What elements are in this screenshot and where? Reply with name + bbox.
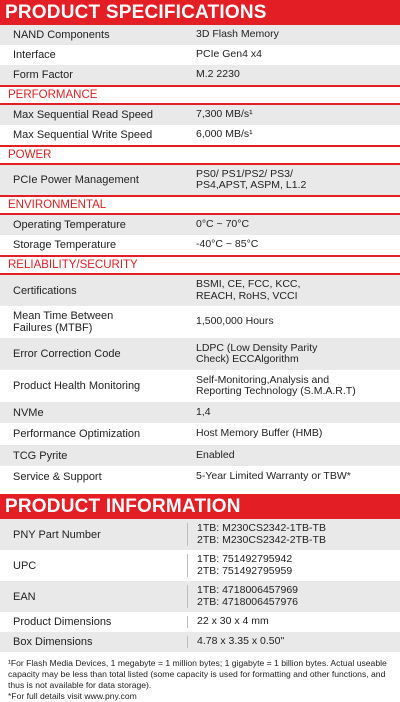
spec-label: Interface bbox=[13, 49, 56, 61]
spec-row bbox=[0, 370, 400, 402]
spec-value: PS0/ PS1/PS2/ PS3/ PS4,APST, ASPM, L1.2 bbox=[196, 167, 307, 191]
footnotes bbox=[0, 652, 400, 702]
spec-label: TCG Pyrite bbox=[13, 449, 68, 462]
spec-row bbox=[0, 402, 400, 423]
spec-value: 5-Year Limited Warranty or TBW* bbox=[196, 469, 351, 482]
spec-row bbox=[0, 445, 400, 466]
spec-label: Storage Temperature bbox=[13, 239, 117, 251]
spec-row bbox=[0, 125, 400, 145]
info-value: 1TB: 4718006457969 2TB: 4718006457976 bbox=[197, 584, 299, 608]
info-label: EAN bbox=[13, 590, 36, 603]
spec-value: Self-Monitoring,Analysis and Reporting Technology (S.M.A.R.T) bbox=[196, 373, 356, 397]
product-information-title: PRODUCT INFORMATION bbox=[0, 494, 400, 519]
spec-row bbox=[0, 466, 400, 487]
info-value: 1TB: 751492795942 2TB: 751492795959 bbox=[197, 553, 293, 577]
spec-row bbox=[0, 105, 400, 125]
spec-value: PCIe Gen4 x4 bbox=[196, 48, 262, 61]
spec-row bbox=[0, 165, 400, 195]
spec-value: BSMI, CE, FCC, KCC, REACH, RoHS, VCCI bbox=[196, 278, 301, 302]
spec-row bbox=[0, 25, 400, 45]
info-value: 1TB: M230CS2342-1TB-TB 2TB: M230CS2342-2TB-TB bbox=[197, 522, 326, 546]
spec-label: NAND Components bbox=[13, 29, 110, 41]
info-label: Product Dimensions bbox=[13, 616, 112, 628]
spec-value: Host Memory Buffer (HMB) bbox=[196, 427, 323, 440]
details-footnote: *For full details visit www.pny.com bbox=[8, 691, 137, 701]
capacity-footnote: ¹For Flash Media Devices, 1 megabyte = 1 million bytes; 1 gigabyte = 1 billion bytes. Actual useable capacity may be less than total listed (some capacity is used for formatting and other functions, and thus is not available for data storage). bbox=[8, 658, 387, 690]
spec-row bbox=[0, 65, 400, 85]
spec-label: Performance Optimization bbox=[13, 428, 141, 440]
spec-value: 0°C ~ 70°C bbox=[196, 218, 250, 231]
info-row bbox=[0, 550, 400, 581]
info-value: 22 x 30 x 4 mm bbox=[197, 615, 269, 628]
spec-value: LDPC (Low Density Parity Check) ECCAlgorithm bbox=[196, 341, 318, 365]
spec-value: -40°C ~ 85°C bbox=[196, 238, 259, 251]
spec-value: 6,000 MB/s¹ bbox=[196, 128, 253, 141]
spec-label: NVMe bbox=[13, 406, 44, 419]
product-info-rows bbox=[0, 519, 400, 652]
spec-label: Max Sequential Read Speed bbox=[13, 109, 154, 121]
spec-label: Error Correction Code bbox=[13, 348, 121, 360]
spec-row bbox=[0, 215, 400, 235]
spec-row bbox=[0, 306, 400, 338]
info-label: PNY Part Number bbox=[13, 528, 101, 541]
info-value: 4.78 x 3.35 x 0.50" bbox=[197, 635, 285, 648]
spec-label: Product Health Monitoring bbox=[13, 380, 141, 392]
general-specs bbox=[0, 25, 400, 85]
power-specs bbox=[0, 165, 400, 195]
spec-row bbox=[0, 423, 400, 445]
spec-label: Mean Time Between Failures (MTBF) bbox=[13, 310, 114, 334]
spec-value: 7,300 MB/s¹ bbox=[196, 108, 253, 121]
product-specifications-title: PRODUCT SPECIFICATIONS bbox=[0, 0, 400, 25]
environmental-section-heading: ENVIRONMENTAL bbox=[0, 195, 400, 215]
spec-row bbox=[0, 338, 400, 370]
spec-value: M.2 2230 bbox=[196, 68, 240, 81]
performance-specs bbox=[0, 105, 400, 145]
spec-label: Certifications bbox=[13, 284, 77, 297]
performance-section-heading: PERFORMANCE bbox=[0, 85, 400, 105]
spec-value: Enabled bbox=[196, 448, 235, 461]
spec-value: 1,500,000 Hours bbox=[196, 315, 274, 328]
spec-value: 3D Flash Memory bbox=[196, 28, 279, 41]
power-section-heading: POWER bbox=[0, 145, 400, 165]
info-row bbox=[0, 612, 400, 632]
spec-label: Form Factor bbox=[13, 69, 73, 81]
info-label: UPC bbox=[13, 559, 37, 572]
info-row bbox=[0, 632, 400, 652]
environmental-specs bbox=[0, 215, 400, 255]
info-label: Box Dimensions bbox=[13, 636, 93, 648]
spec-row bbox=[0, 275, 400, 306]
spec-label: Max Sequential Write Speed bbox=[13, 129, 153, 141]
reliability-section-heading: RELIABILITY/SECURITY bbox=[0, 255, 400, 275]
spec-row bbox=[0, 45, 400, 65]
spec-value: 1,4 bbox=[196, 405, 211, 418]
spec-label: PCIe Power Management bbox=[13, 174, 139, 186]
spec-row bbox=[0, 235, 400, 255]
spec-label: Operating Temperature bbox=[13, 219, 126, 231]
reliability-specs bbox=[0, 275, 400, 487]
info-row bbox=[0, 519, 400, 550]
info-row bbox=[0, 581, 400, 612]
spec-label: Service & Support bbox=[13, 470, 102, 483]
